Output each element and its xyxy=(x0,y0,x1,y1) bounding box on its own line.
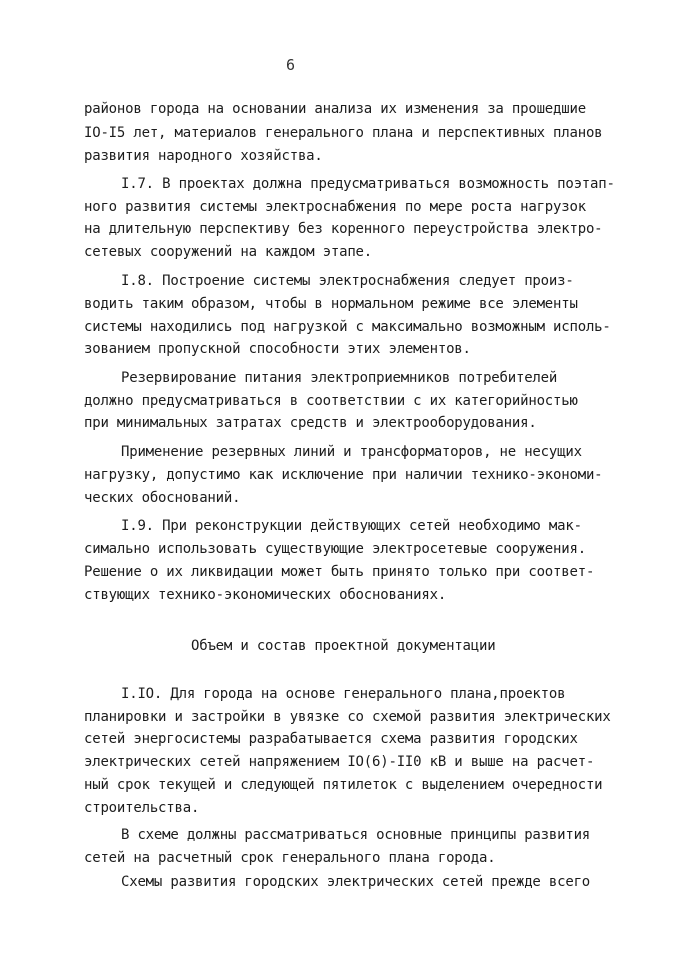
text-line: I.7. В проектах должна предусматриваться возможность поэтап- xyxy=(121,176,615,192)
text-line: строительства. xyxy=(84,800,200,816)
text-line: Схемы развития городских электрических сетей прежде всего xyxy=(121,874,591,890)
text-line: симально использовать существующие электросетевые сооружения. xyxy=(84,541,586,557)
text-line: нагрузку, допустимо как исключение при наличии технико-экономи- xyxy=(84,467,603,483)
text-line: должно предусматриваться в соответствии с их категорийностью xyxy=(84,393,578,409)
page-number: 6 xyxy=(286,56,295,74)
text-line: Резервирование питания электроприемников потребителей xyxy=(121,370,558,386)
section-heading: Объем и состав проектной документации xyxy=(191,638,496,654)
text-line: водить таким образом, чтобы в нормальном режиме все элементы xyxy=(84,296,578,312)
text-line: I.IO. Для города на основе генерального плана,проектов xyxy=(121,686,566,702)
text-line: ческих обоснований. xyxy=(84,490,241,506)
text-line: В схеме должны рассматриваться основные принципы развития xyxy=(121,827,591,843)
text-line: системы находились под нагрузкой с максимально возможным исполь- xyxy=(84,319,611,335)
text-line: сетевых сооружений на каждом этапе. xyxy=(84,244,373,260)
text-line: ного развития системы электроснабжения по мере роста нагрузок xyxy=(84,199,586,215)
text-line: Решение о их ликвидации может быть принято только при соответ- xyxy=(84,564,595,580)
text-line: районов города на основании анализа их изменения за прошедшие xyxy=(84,101,586,117)
text-line: ствующих технико-экономических обоснованиях. xyxy=(84,587,447,603)
text-line: зованием пропускной способности этих элементов. xyxy=(84,341,471,357)
text-line: I.8. Построение системы электроснабжения следует произ- xyxy=(121,273,574,289)
text-line: Применение резервных линий и трансформаторов, не несущих xyxy=(121,444,582,460)
text-line: при минимальных затратах средств и электрооборудования. xyxy=(84,415,537,431)
text-line: сетей на расчетный срок генерального плана города. xyxy=(84,850,496,866)
text-line: планировки и застройки в увязке со схемой развития электрических xyxy=(84,709,611,725)
text-line: развития народного хозяйства. xyxy=(84,148,323,164)
text-line: I.9. При реконструкции действующих сетей необходимо мак- xyxy=(121,518,582,534)
text-line: сетей энергосистемы разрабатывается схема развития городских xyxy=(84,731,578,747)
text-line: ный срок текущей и следующей пятилеток с выделением очередности xyxy=(84,777,603,793)
text-line: на длительную перспективу без коренного переустройства электро- xyxy=(84,221,603,237)
text-line: электрических сетей напряжением IO(6)-II0 кВ и выше на расчет- xyxy=(84,754,595,770)
text-line: IO-I5 лет, материалов генерального плана и перспективных планов xyxy=(84,125,603,141)
